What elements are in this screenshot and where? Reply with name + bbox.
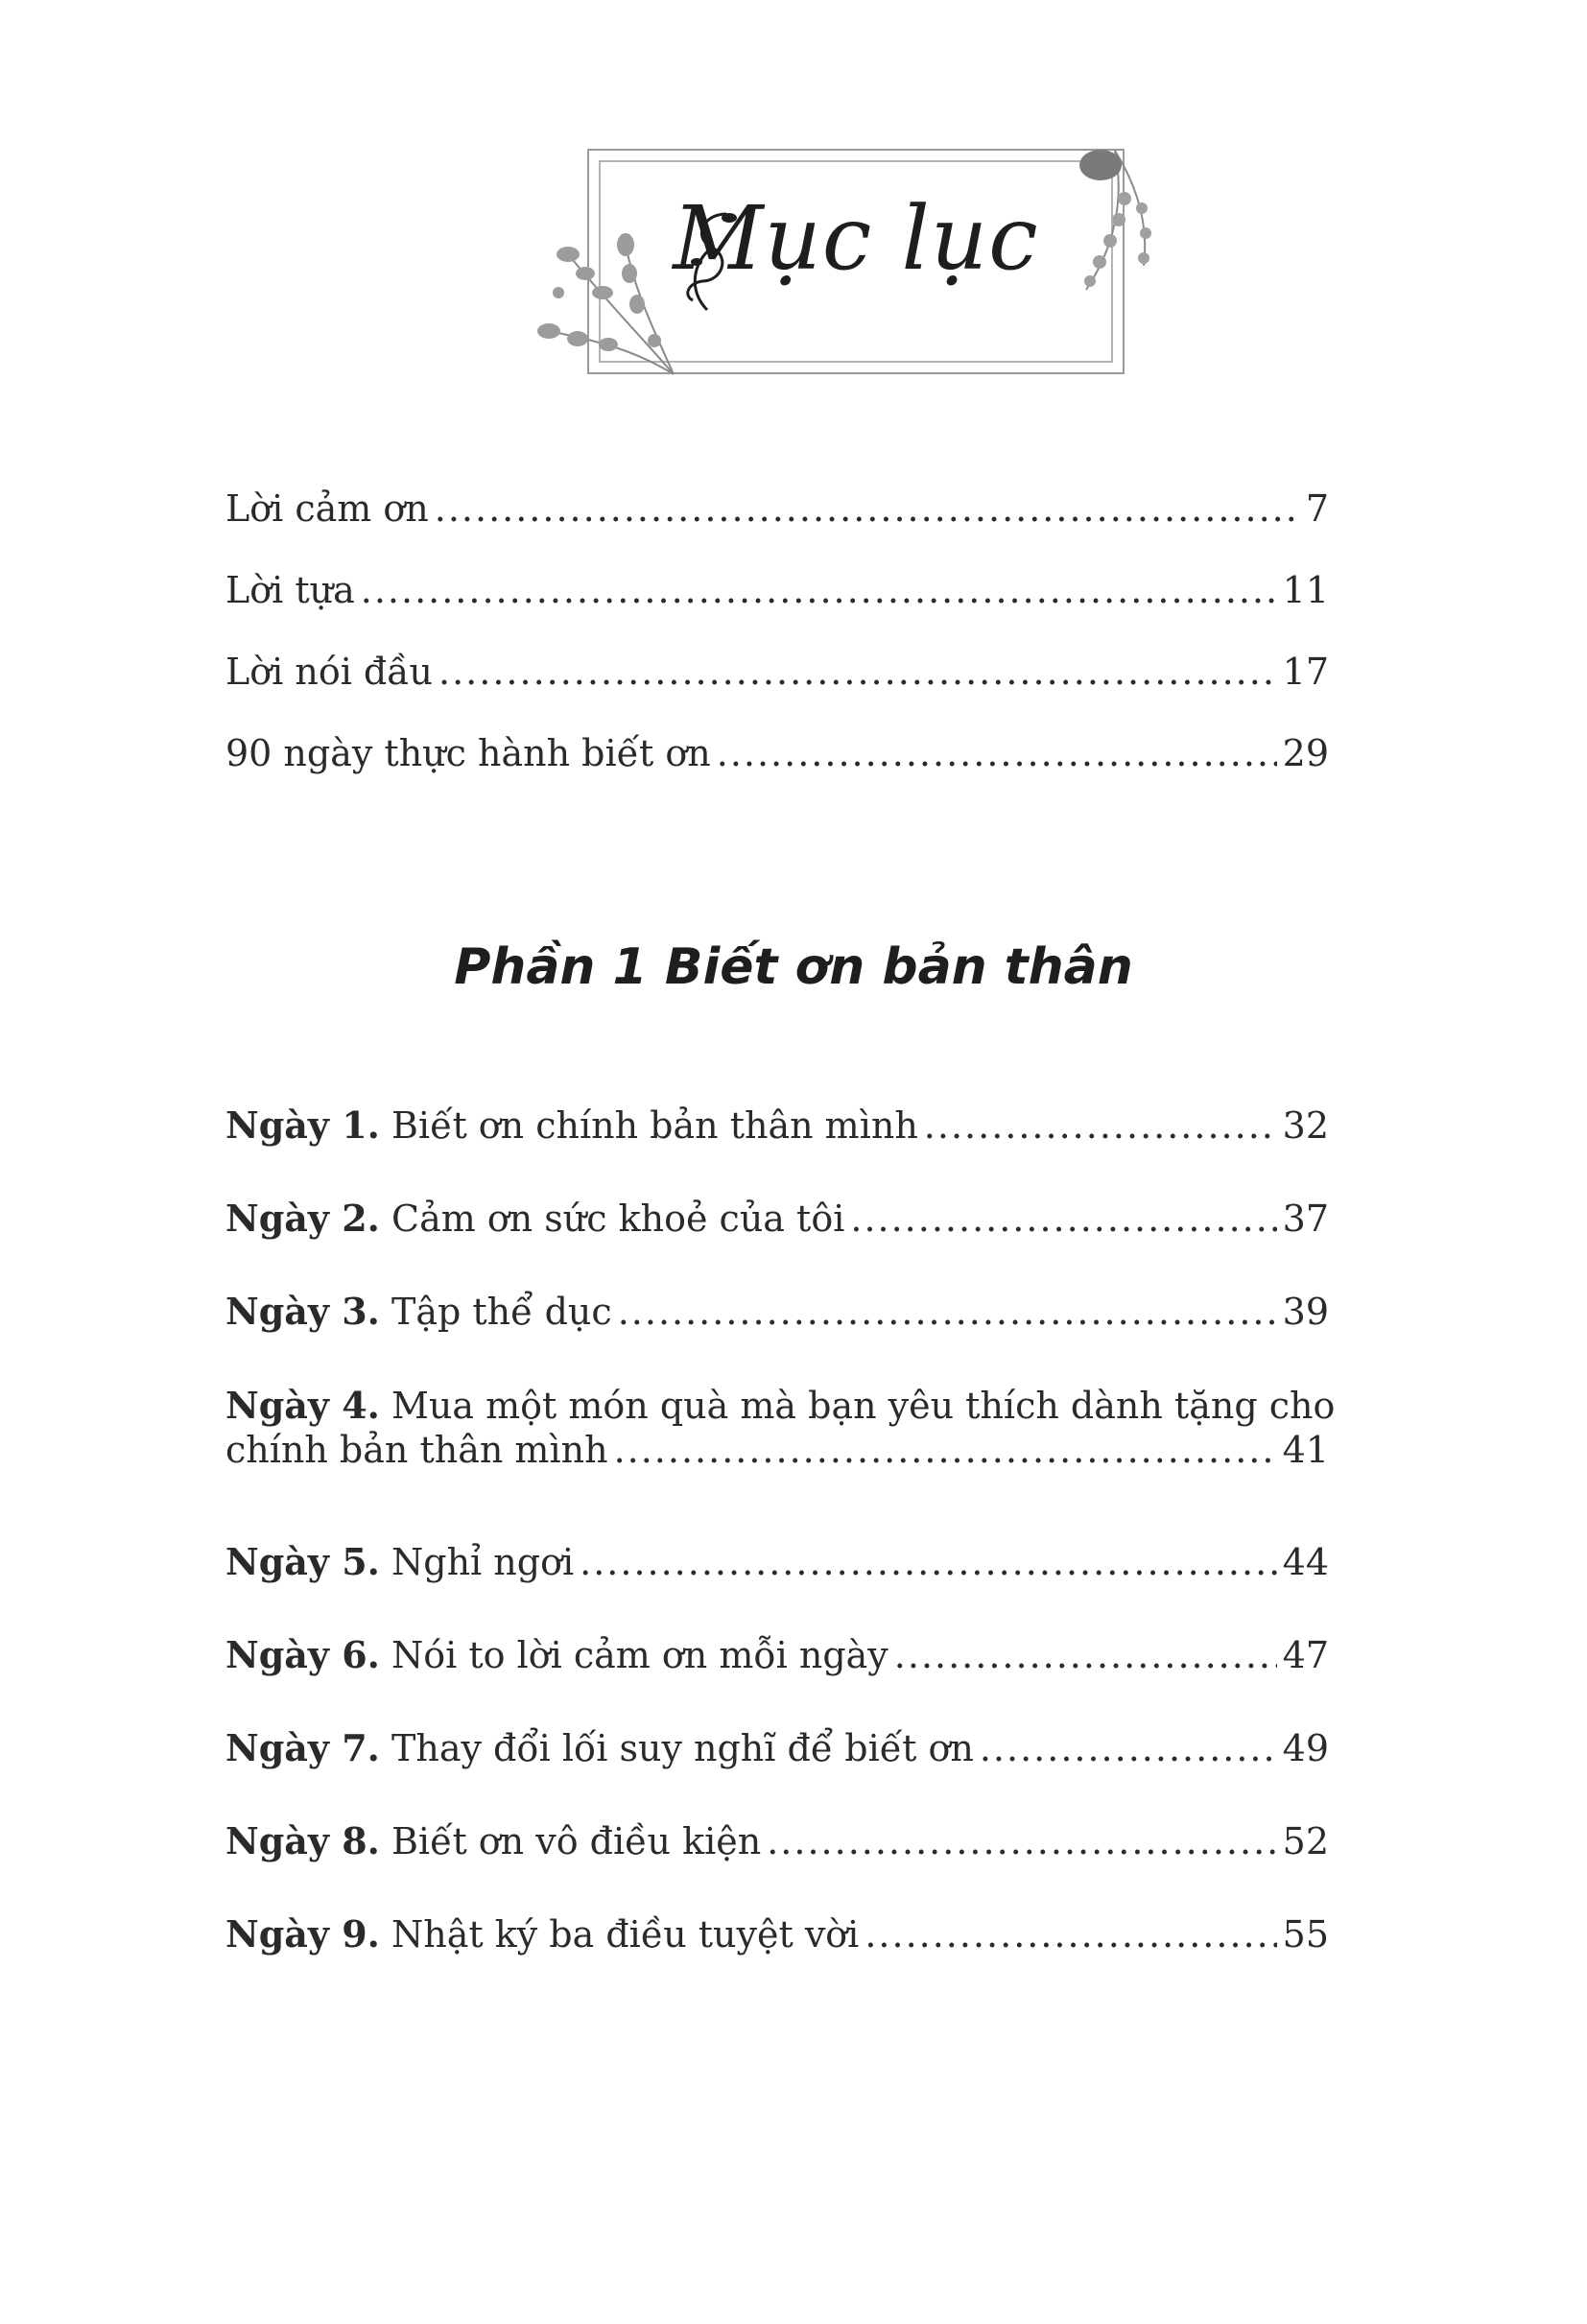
leader-dots (618, 1290, 1277, 1334)
toc-entry-page: 17 (1282, 651, 1329, 693)
toc-entry-page: 29 (1282, 732, 1329, 774)
toc-entry[interactable] (225, 731, 1329, 775)
toc-entry-label (225, 1290, 612, 1334)
day-number: Ngày 2. (225, 1197, 380, 1240)
toc-entry[interactable] (225, 650, 1329, 694)
entry-title-continued: chính bản thân mình (225, 1429, 608, 1471)
toc-entry[interactable] (225, 1912, 1329, 1956)
title-frame (587, 149, 1125, 374)
toc-entry[interactable] (225, 1103, 1329, 1148)
toc-entry[interactable] (225, 486, 1329, 531)
toc-entry-label (225, 1633, 888, 1677)
day-number: Ngày 4. (225, 1384, 380, 1427)
toc-entry-label: Lời tựa (225, 569, 355, 611)
toc-entry-page: 41 (1282, 1429, 1329, 1471)
toc-entry-label (225, 1540, 574, 1584)
day-number: Ngày 5. (225, 1540, 380, 1583)
leader-dots (894, 1633, 1277, 1677)
day-number: Ngày 8. (225, 1819, 380, 1862)
entry-title: Cảm ơn sức khoẻ của tôi (391, 1198, 845, 1240)
toc-entry-page: 55 (1282, 1913, 1329, 1956)
toc-entry-label: Lời cảm ơn (225, 487, 429, 530)
leader-dots (438, 650, 1277, 694)
toc-entry-label: Lời nói đầu (225, 651, 434, 693)
page-title: Mục lục (673, 187, 1039, 290)
leader-dots (865, 1912, 1276, 1956)
leader-dots (614, 1428, 1277, 1472)
day-number: Ngày 6. (225, 1633, 380, 1676)
toc-entry-label (225, 1197, 844, 1241)
leader-dots (980, 1726, 1277, 1770)
toc-entry-page: 7 (1305, 487, 1329, 530)
toc-entry-label (225, 1726, 974, 1770)
day-number: Ngày 1. (225, 1103, 380, 1147)
toc-entry-page: 39 (1282, 1291, 1329, 1333)
toc-entry[interactable] (225, 1197, 1329, 1241)
leader-dots (435, 486, 1300, 531)
entry-title: Tập thể dục (391, 1291, 612, 1333)
toc-entry-page: 11 (1282, 569, 1329, 611)
toc-entry-label (225, 1912, 859, 1956)
toc-entry-page: 44 (1282, 1541, 1329, 1583)
toc-entry-page: 37 (1282, 1198, 1329, 1240)
toc-entry-page: 49 (1282, 1727, 1329, 1769)
entry-title: Biết ơn chính bản thân mình (391, 1104, 918, 1147)
toc-entry-page: 47 (1282, 1634, 1329, 1676)
toc-entry[interactable] (225, 1819, 1329, 1863)
entry-title: Nhật ký ba điều tuyệt vời (391, 1913, 860, 1956)
entry-title: Biết ơn vô điều kiện (391, 1820, 762, 1862)
leader-dots (767, 1819, 1276, 1863)
day-number: Ngày 3. (225, 1290, 380, 1333)
leader-dots (580, 1540, 1277, 1584)
entry-title: Nói to lời cảm ơn mỗi ngày (391, 1634, 888, 1676)
entry-title: Mua một món quà mà bạn yêu thích dành tặng cho (391, 1385, 1336, 1427)
toc-entry-continuation (225, 1428, 1329, 1472)
toc-entry-label (225, 1384, 1336, 1428)
toc-entry[interactable] (225, 1290, 1329, 1334)
day-number: Ngày 7. (225, 1726, 380, 1769)
toc-entry-label (225, 1103, 918, 1148)
leader-dots (717, 731, 1277, 775)
leader-dots (361, 568, 1277, 612)
toc-entry-page: 52 (1282, 1820, 1329, 1862)
toc-entry-label (225, 1819, 761, 1863)
leader-dots (924, 1103, 1277, 1148)
toc-entry-label: 90 ngày thực hành biết ơn (225, 732, 711, 774)
entry-title: Thay đổi lối suy nghĩ để biết ơn (391, 1727, 974, 1769)
leader-dots (850, 1197, 1276, 1241)
toc-entry[interactable] (225, 1540, 1329, 1584)
part-heading: Phần 1 Biết ơn bản thân (454, 938, 1133, 996)
toc-entry[interactable] (225, 568, 1329, 612)
toc-entry[interactable] (225, 1384, 1336, 1472)
toc-entry[interactable] (225, 1633, 1329, 1677)
toc-entry[interactable] (225, 1726, 1329, 1770)
toc-entry-page: 32 (1282, 1104, 1329, 1147)
entry-title: Nghỉ ngơi (391, 1541, 575, 1583)
day-number: Ngày 9. (225, 1912, 380, 1956)
